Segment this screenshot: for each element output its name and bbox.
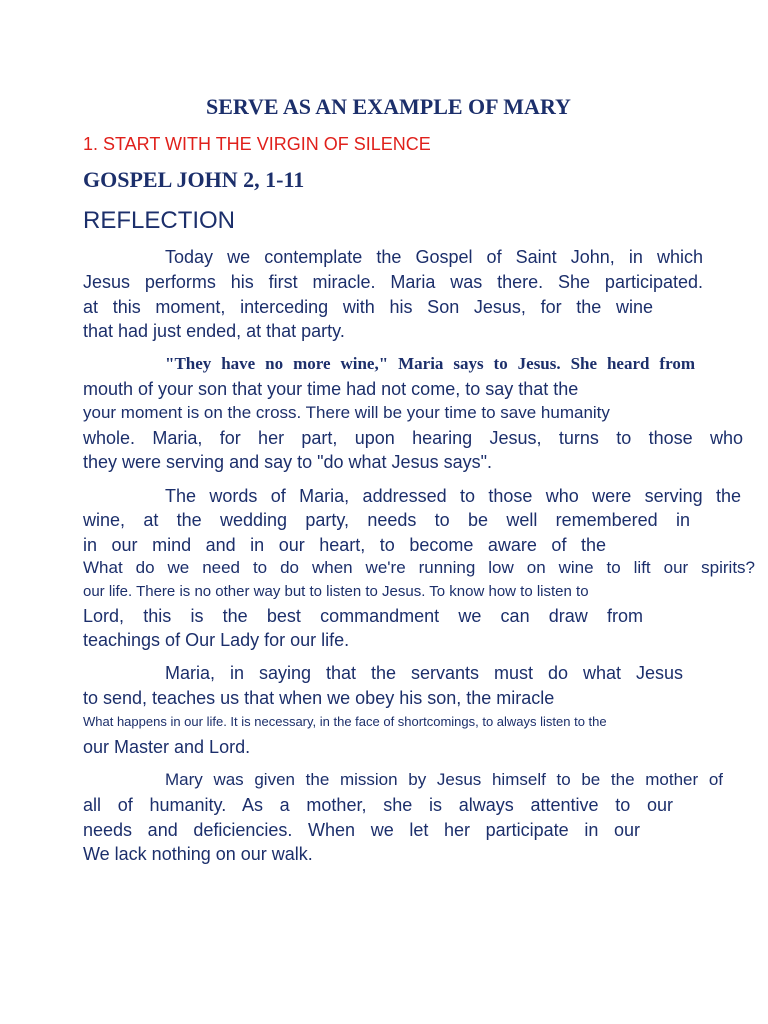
paragraph-4-line-1: Maria, in saying that the servants must do what Jesus [165, 663, 683, 683]
paragraph-1-line-1: Today we contemplate the Gospel of Saint John, in which [165, 247, 703, 267]
paragraph-5-line-1: Mary was given the mission by Jesus himself to be the mother of [165, 770, 723, 789]
paragraph-5-line-3: needs and deficiencies. When we let her participate in our [83, 820, 640, 840]
gospel-heading: GOSPEL JOHN 2, 1-11 [83, 167, 305, 192]
paragraph-3-line-6: Lord, this is the best commandment we can draw from [83, 606, 643, 626]
paragraph-3-line-3: in our mind and in our heart, to become aware of the [83, 535, 606, 555]
paragraph-4-line-2: to send, teaches us that when we obey his son, the miracle [83, 688, 555, 708]
paragraph-2-line-3: your moment is on the cross. There will be your time to save humanity [83, 403, 610, 422]
paragraph-2-line-5: they were serving and say to "do what Jesus says". [83, 452, 492, 472]
paragraph-4-line-3: What happens in our life. It is necessary, in the face of shortcomings, to always listen to the [83, 714, 607, 729]
paragraph-3-line-5: our life. There is no other way but to listen to Jesus. To know how to listen to [83, 583, 589, 600]
paragraph-2-line-2: mouth of your son that your time had not come, to say that the [83, 379, 579, 399]
paragraph-2-line-1: "They have no more wine," Maria says to Jesus. She heard from [165, 354, 695, 373]
paragraph-1-line-2: Jesus performs his first miracle. Maria was there. She participated. [83, 272, 703, 292]
paragraph-3-line-2: wine, at the wedding party, needs to be well remembered in [83, 510, 690, 530]
paragraph-2-line-4: whole. Maria, for her part, upon hearing Jesus, turns to those who [83, 428, 743, 448]
document-title: SERVE AS AN EXAMPLE OF MARY [206, 94, 571, 119]
paragraph-1-line-4: that had just ended, at that party. [83, 321, 345, 341]
paragraph-3-line-7: teachings of Our Lady for our life. [83, 630, 350, 650]
paragraph-5-line-2: all of humanity. As a mother, she is always attentive to our [83, 795, 673, 815]
paragraph-3-line-4: What do we need to do when we're running low on wine to lift our spirits? [83, 558, 755, 577]
paragraph-5-line-4: We lack nothing on our walk. [83, 844, 313, 864]
section-subtitle: 1. START WITH THE VIRGIN OF SILENCE [83, 134, 431, 154]
reflection-heading: REFLECTION [83, 207, 236, 234]
paragraph-3-line-1: The words of Maria, addressed to those who were serving the [165, 486, 741, 506]
paragraph-1-line-3: at this moment, interceding with his Son Jesus, for the wine [83, 297, 653, 317]
paragraph-4-line-4: our Master and Lord. [83, 737, 251, 757]
